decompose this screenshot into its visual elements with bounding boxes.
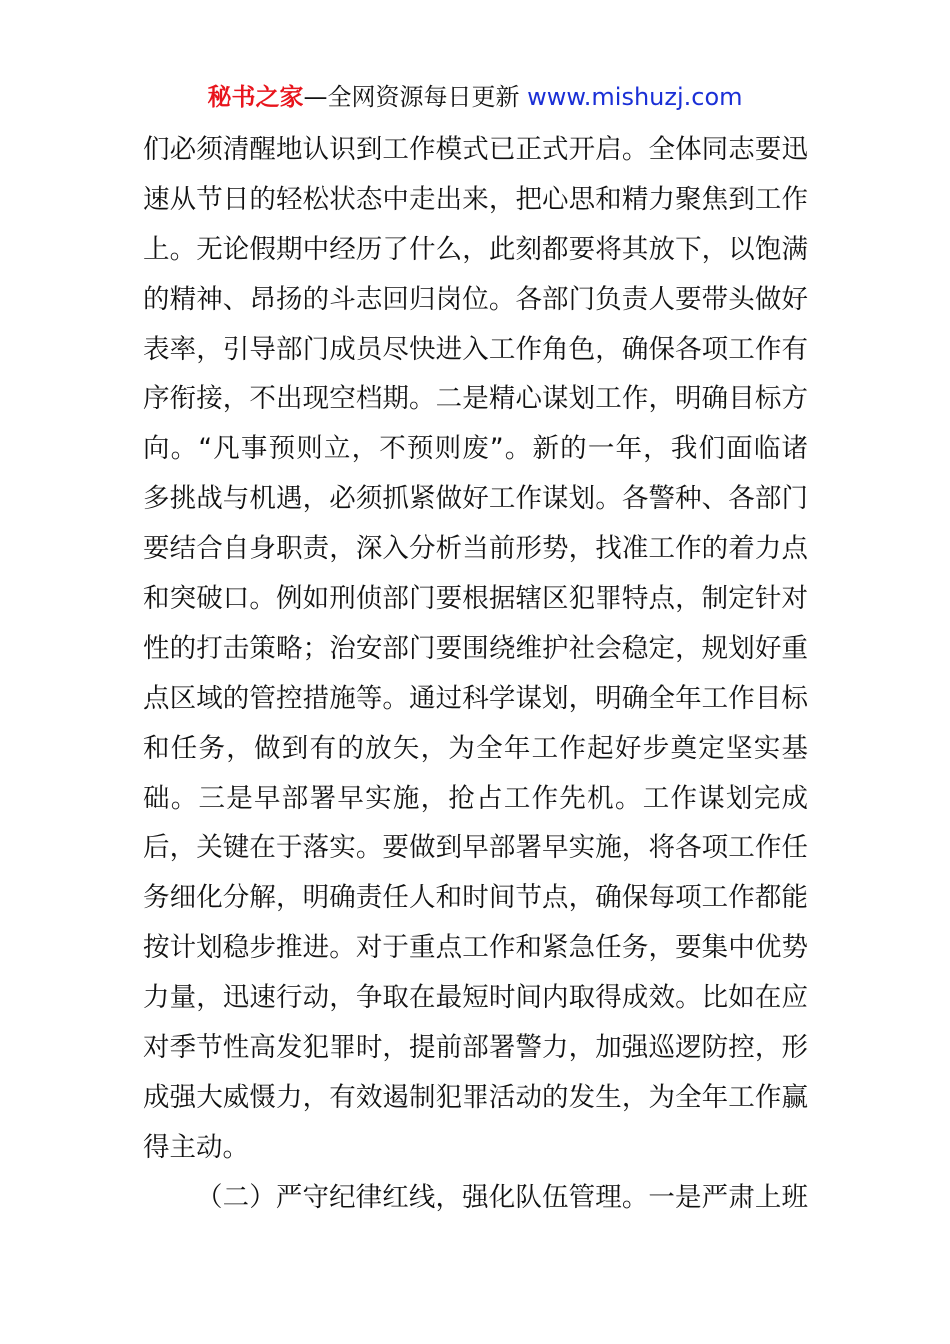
page-header xyxy=(0,80,950,114)
text-line: 们必须清醒地认识到工作模式已正式开启。全体同志要迅 xyxy=(143,134,808,165)
text-line: 础。三是早部署早实施，抢占工作先机。工作谋划完成 xyxy=(143,782,808,814)
text-line: 对季节性高发犯罪时，提前部署警力，加强巡逻防控，形 xyxy=(143,1032,808,1064)
text-line: 的精神、昂扬的斗志回归岗位。各部门负责人要带头做好 xyxy=(143,283,808,315)
text-line: 务细化分解，明确责任人和时间节点，确保每项工作都能 xyxy=(143,882,808,914)
text-line: 点区域的管控措施等。通过科学谋划，明确全年工作目标 xyxy=(143,682,808,714)
text-line: 多挑战与机遇，必须抓紧做好工作谋划。各警种、各部门 xyxy=(143,483,808,515)
text-line: 按计划稳步推进。对于重点工作和紧急任务，要集中优势 xyxy=(143,932,808,964)
document-body xyxy=(143,125,808,1223)
text-line: 和任务，做到有的放矢，为全年工作起好步奠定坚实基 xyxy=(143,732,808,764)
text-line: 上。无论假期中经历了什么，此刻都要将其放下，以饱满 xyxy=(143,233,808,265)
text-line: 表率，引导部门成员尽快进入工作角色，确保各项工作有 xyxy=(143,333,808,365)
text-line: 成强大威慑力，有效遏制犯罪活动的发生，为全年工作赢 xyxy=(143,1081,808,1113)
text-line: 要结合自身职责，深入分析当前形势，找准工作的着力点 xyxy=(143,533,808,565)
site-brand: 秘书之家 xyxy=(207,83,304,111)
text-line: 性的打击策略；治安部门要围绕维护社会稳定，规划好重 xyxy=(143,632,808,664)
text-line: 和突破口。例如刑侦部门要根据辖区犯罪特点，制定针对 xyxy=(143,583,808,615)
text-line: 得主动。 xyxy=(143,1131,249,1163)
text-line: 后，关键在于落实。要做到早部署早实施，将各项工作任 xyxy=(143,832,808,864)
section-heading-line: （二）严守纪律红线，强化队伍管理。一是严肃上班 xyxy=(196,1181,808,1213)
text-line: 序衔接，不出现空档期。二是精心谋划工作，明确目标方 xyxy=(143,383,808,415)
text-line: 速从节日的轻松状态中走出来，把心思和精力聚焦到工作 xyxy=(143,183,808,215)
site-url-link[interactable]: www.mishuzj.com xyxy=(527,83,743,111)
text-line: 力量，迅速行动，争取在最短时间内取得成效。比如在应 xyxy=(143,982,808,1014)
site-tagline: —全网资源每日更新 xyxy=(303,83,520,111)
text-line: 向。“凡事预则立，不预则废”。新的一年，我们面临诸 xyxy=(143,433,808,465)
